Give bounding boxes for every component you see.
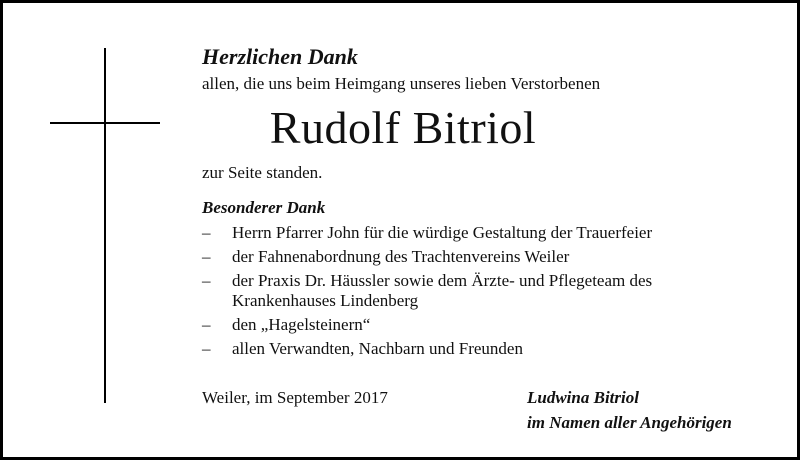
- list-item-text: der Fahnenabordnung des Trachtenvereins Weiler: [232, 247, 570, 266]
- list-item-text: allen Verwandten, Nachbarn und Freunden: [232, 339, 523, 358]
- dash-bullet: –: [202, 247, 211, 266]
- place-and-date: Weiler, im September 2017: [202, 388, 388, 407]
- list-item-text: der Praxis Dr. Häussler sowie dem Ärzte- und Pflegeteam des: [232, 271, 653, 290]
- list-item-text-continued: Krankenhauses Lindenberg: [232, 291, 419, 310]
- outro-text: zur Seite standen.: [202, 163, 323, 182]
- intro-text: allen, die uns beim Heimgang unseres lieben Verstorbenen: [202, 74, 601, 93]
- list-item: [202, 223, 652, 243]
- thanks-heading: Herzlichen Dank: [202, 44, 358, 69]
- special-thanks-list: [202, 223, 652, 363]
- list-item: [202, 247, 652, 267]
- signature-role: im Namen aller Angehörigen: [527, 413, 732, 432]
- list-item: [202, 271, 652, 311]
- dash-bullet: –: [202, 271, 211, 290]
- list-item-text: den „Hagelsteinern“: [232, 315, 371, 334]
- list-item-text: Herrn Pfarrer John für die würdige Gestaltung der Trauerfeier: [232, 223, 653, 242]
- deceased-name: Rudolf Bitriol: [269, 102, 537, 153]
- dash-bullet: –: [202, 315, 211, 334]
- list-item: [202, 339, 652, 359]
- dash-bullet: –: [202, 223, 211, 242]
- dash-bullet: –: [202, 339, 211, 358]
- list-item: [202, 315, 652, 335]
- special-thanks-heading: Besonderer Dank: [202, 198, 326, 217]
- signature-name: Ludwina Bitriol: [527, 388, 639, 407]
